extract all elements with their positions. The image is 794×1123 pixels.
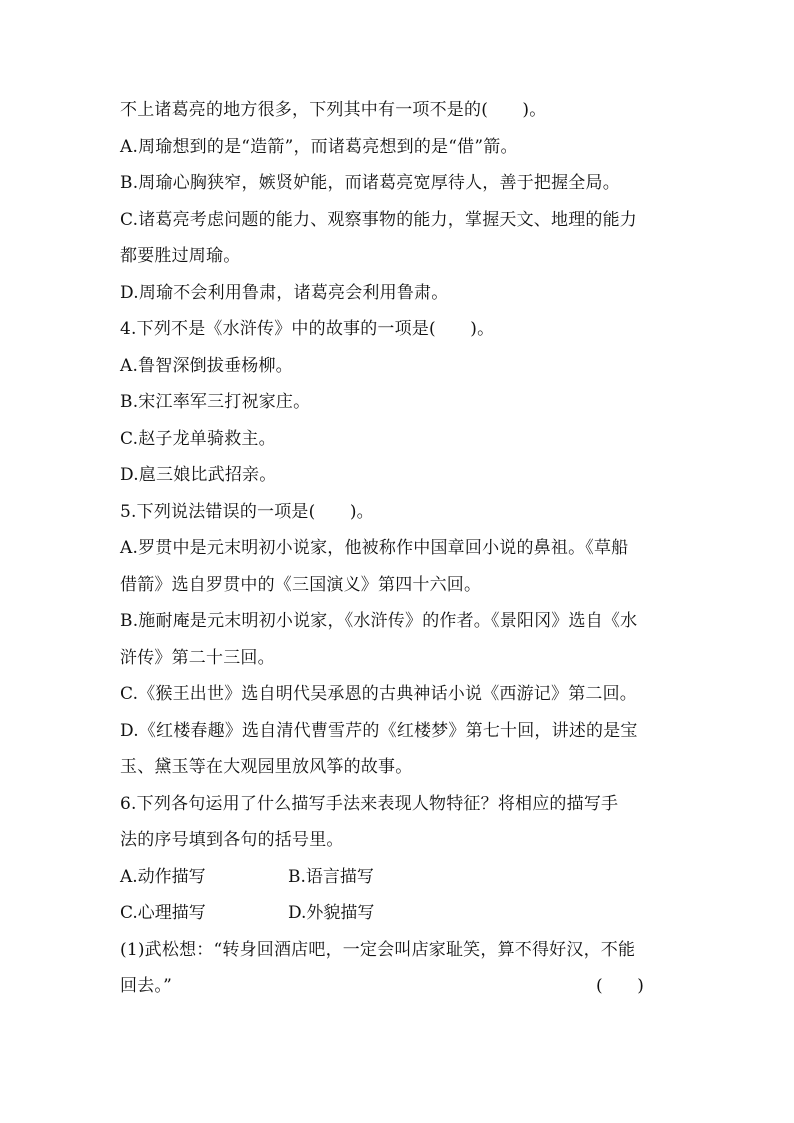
q5-stem: 5.下列说法错误的一项是( )。: [120, 501, 374, 522]
q4-stem: 4.下列不是《水浒传》中的故事的一项是( )。: [120, 319, 495, 339]
q6-sub1-line1: (1)武松想：“转身回酒店吧，一定会叫店家耻笑，算不得好汉，不能: [120, 939, 636, 960]
q5-option-a-cont: 借箭》选自罗贯中的《三国演义》第四十六回。: [120, 574, 482, 595]
q3-option-c-cont: 都要胜过周瑜。: [120, 246, 241, 266]
q6-option-c: C.心理描写: [120, 903, 206, 923]
q6-sub1-text: 回去。”: [120, 976, 172, 996]
q3-option-b: B.周瑜心胸狭窄，嫉贤妒能，而诸葛亮宽厚待人，善于把握全局。: [120, 173, 620, 193]
q4-option-b: B.宋江率军三打祝家庄。: [120, 392, 311, 412]
q3-option-a: A.周瑜想到的是“造箭”，而诸葛亮想到的是“借”箭。: [120, 136, 518, 157]
q6-option-a: A.动作描写: [120, 866, 206, 887]
document-page: [120, 92, 680, 1005]
q6-sub1-line2: [120, 968, 680, 1005]
q6-sub1-answer-blank[interactable]: ( ): [596, 976, 645, 996]
q6-option-d: D.外貌描写: [288, 903, 375, 923]
q5-option-d: D.《红楼春趣》选自清代曹雪芹的《红楼梦》第七十回，讲述的是宝: [120, 720, 638, 741]
q5-option-b-cont: 浒传》第二十三回。: [120, 647, 275, 668]
q5-option-a: A.罗贯中是元末明初小说家，他被称作中国章回小说的鼻祖。《草船: [120, 538, 629, 558]
q4-option-c: C.赵子龙单骑救主。: [120, 428, 276, 449]
q3-option-c: C.诸葛亮考虑问题的能力、观察事物的能力，掌握天文、地理的能力: [120, 209, 638, 230]
q5-option-d-cont: 玉、黛玉等在大观园里放风筝的故事。: [120, 757, 413, 777]
text-line-q3-stem: 不上诸葛亮的地方很多，下列其中有一项不是的( )。: [120, 100, 547, 120]
q6-options-row-2: [120, 895, 680, 932]
q5-option-c: C.《猴王出世》选自明代吴承恩的古典神话小说《西游记》第二回。: [120, 684, 638, 704]
q6-option-b: B.语言描写: [288, 866, 374, 887]
q6-stem: 6.下列各句运用了什么描写手法来表现人物特征？将相应的描写手: [120, 793, 619, 814]
q6-options-row-1: [120, 859, 680, 896]
q3-option-d: D.周瑜不会利用鲁肃，诸葛亮会利用鲁肃。: [120, 282, 449, 303]
q4-option-a: A.鲁智深倒拔垂杨柳。: [120, 355, 293, 376]
q5-option-b: B.施耐庵是元末明初小说家，《水浒传》的作者。《景阳冈》选自《水: [120, 611, 638, 631]
q6-stem-cont: 法的序号填到各句的括号里。: [120, 830, 344, 850]
q4-option-d: D.扈三娘比武招亲。: [120, 465, 277, 485]
